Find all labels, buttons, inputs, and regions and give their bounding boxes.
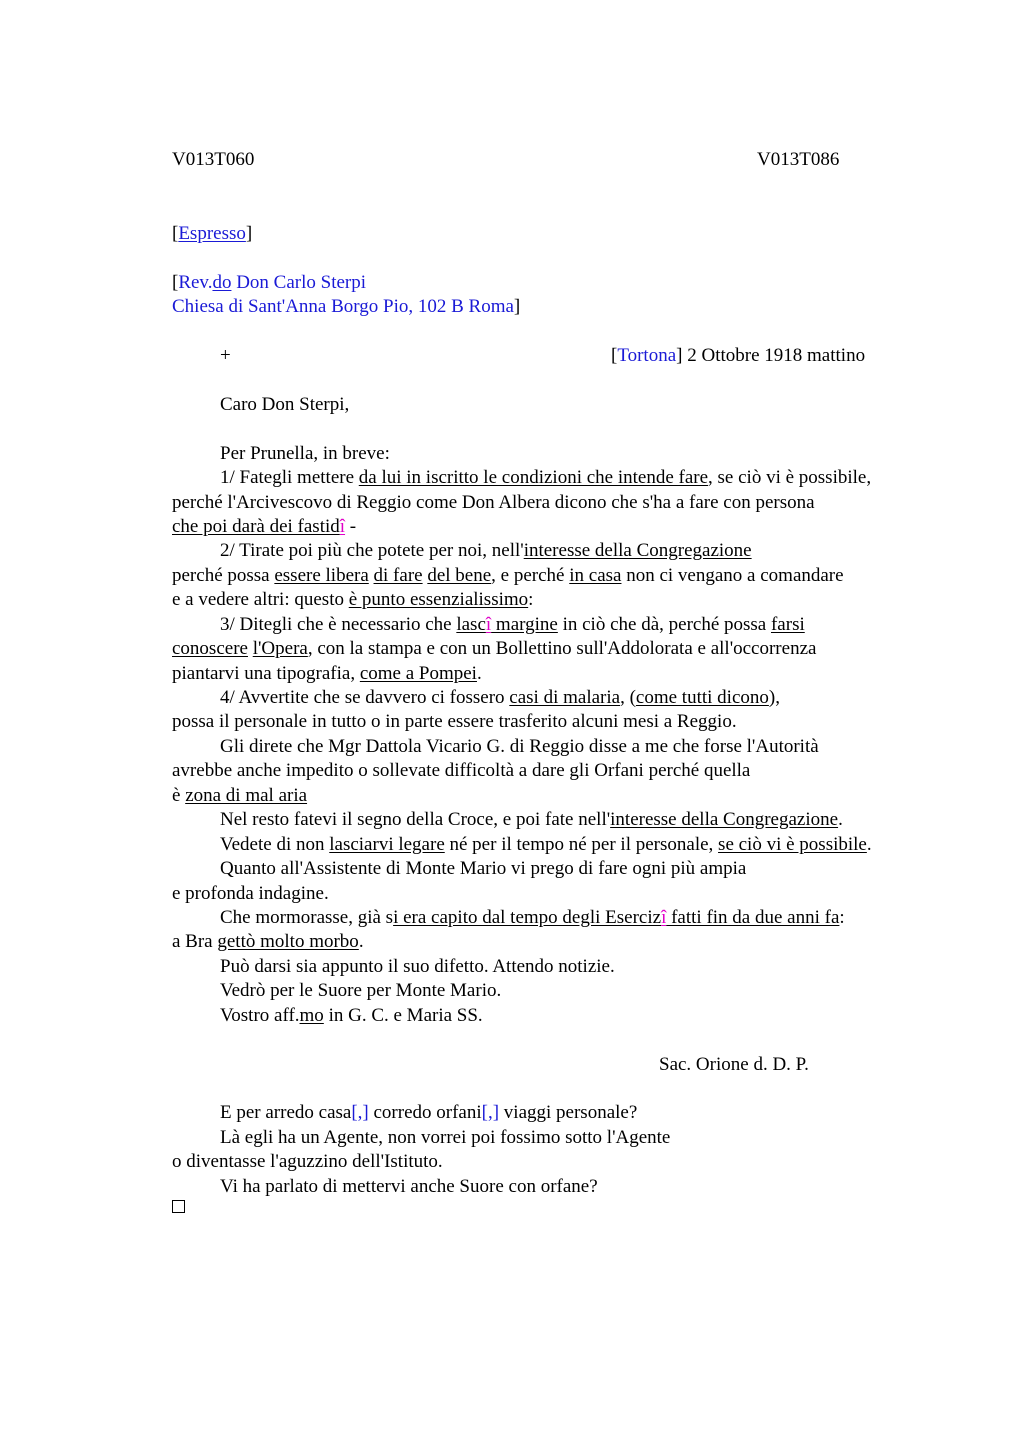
archive-code-right: V013T086 <box>757 149 840 170</box>
point-2-line-3: e a vedere altri: questo è punto essenzialissimo: <box>172 589 534 610</box>
salutation: Caro Don Sterpi, <box>220 394 350 415</box>
delivery-note: [Espresso] <box>172 223 253 244</box>
paragraph-dattola-line-2: avrebbe anche impedito o sollevate difficoltà a dare gli Orfani perché quella <box>172 760 751 781</box>
empty-square-icon <box>172 1200 185 1213</box>
point-2-line-1: 2/ Tirate poi più che potete per noi, nell'interesse della Congregazione <box>220 540 752 561</box>
paragraph-difetto: Può darsi sia appunto il suo difetto. Attendo notizie. <box>220 956 615 977</box>
paragraph-assistente-line-2: e profonda indagine. <box>172 883 329 904</box>
closing-line: Vostro aff.mo in G. C. e Maria SS. <box>220 1005 483 1026</box>
place-name: Tortona <box>617 345 677 366</box>
delivery-note-text: Espresso <box>178 223 246 244</box>
paragraph-suore: Vedrò per le Suore per Monte Mario. <box>220 980 502 1001</box>
point-4-line-2: possa il personale in tutto o in parte essere trasferito alcuni mesi a Reggio. <box>172 711 737 732</box>
signature: Sac. Orione d. D. P. <box>659 1054 809 1075</box>
point-3-line-3: piantarvi una tipografia, come a Pompei. <box>172 663 482 684</box>
paragraph-assistente-line-1: Quanto all'Assistente di Monte Mario vi prego di fare ogni più ampia <box>220 858 747 879</box>
point-1-line-2: perché l'Arcivescovo di Reggio come Don Albera dicono che s'ha a fare con persona <box>172 492 815 513</box>
postscript-line-3: o diventasse l'aguzzino dell'Istituto. <box>172 1151 443 1172</box>
intro-line: Per Prunella, in breve: <box>220 443 390 464</box>
paragraph-croce: Nel resto fatevi il segno della Croce, e poi fate nell'interesse della Congregazione. <box>220 809 843 830</box>
address-line-1: [Rev.do Don Carlo Sterpi <box>172 272 367 293</box>
paragraph-dattola-line-1: Gli direte che Mgr Dattola Vicario G. di Reggio disse a me che forse l'Autorità <box>220 736 819 757</box>
dateline: [Tortona] 2 Ottobre 1918 mattino <box>611 345 866 366</box>
point-3-line-2: conoscere l'Opera, con la stampa e con un Bollettino sull'Addolorata e all'occorrenza <box>172 638 817 659</box>
postscript-line-1: E per arredo casa[,] corredo orfani[,] viaggi personale? <box>220 1102 638 1123</box>
paragraph-mormorasse-line-2: a Bra gettò molto morbo. <box>172 931 364 952</box>
paragraph-legare: Vedete di non lasciarvi legare né per il tempo né per il personale, se ciò vi è possibile. <box>220 834 872 855</box>
paragraph-dattola-line-3: è zona di mal aria <box>172 785 308 806</box>
archive-code-left: V013T060 <box>172 149 255 170</box>
point-2-line-2: perché possa essere libera di fare del bene, e perché in casa non ci vengano a comandare <box>172 565 844 586</box>
point-1-line-1: 1/ Fategli mettere da lui in iscritto le condizioni che intende fare, se ciò vi è possibile, <box>220 467 872 488</box>
point-4-line-1: 4/ Avvertite che se davvero ci fossero casi di malaria, (come tutti dicono), <box>220 687 780 708</box>
point-1-line-3: che poi darà dei fastidî - <box>172 516 357 537</box>
point-3-line-1: 3/ Ditegli che è necessario che lascî margine in ciò che dà, perché possa farsi <box>220 614 805 635</box>
paragraph-mormorasse-line-1: Che mormorasse, già si era capito dal tempo degli Esercizî fatti fin da due anni fa: <box>220 907 845 928</box>
postscript-line-2: Là egli ha un Agente, non vorrei poi fossimo sotto l'Agente <box>220 1127 671 1148</box>
cross-mark: + <box>220 345 231 366</box>
address-line-2: Chiesa di Sant'Anna Borgo Pio, 102 B Roma] <box>172 296 521 317</box>
postscript-line-4: Vi ha parlato di mettervi anche Suore con orfane? <box>220 1176 598 1197</box>
